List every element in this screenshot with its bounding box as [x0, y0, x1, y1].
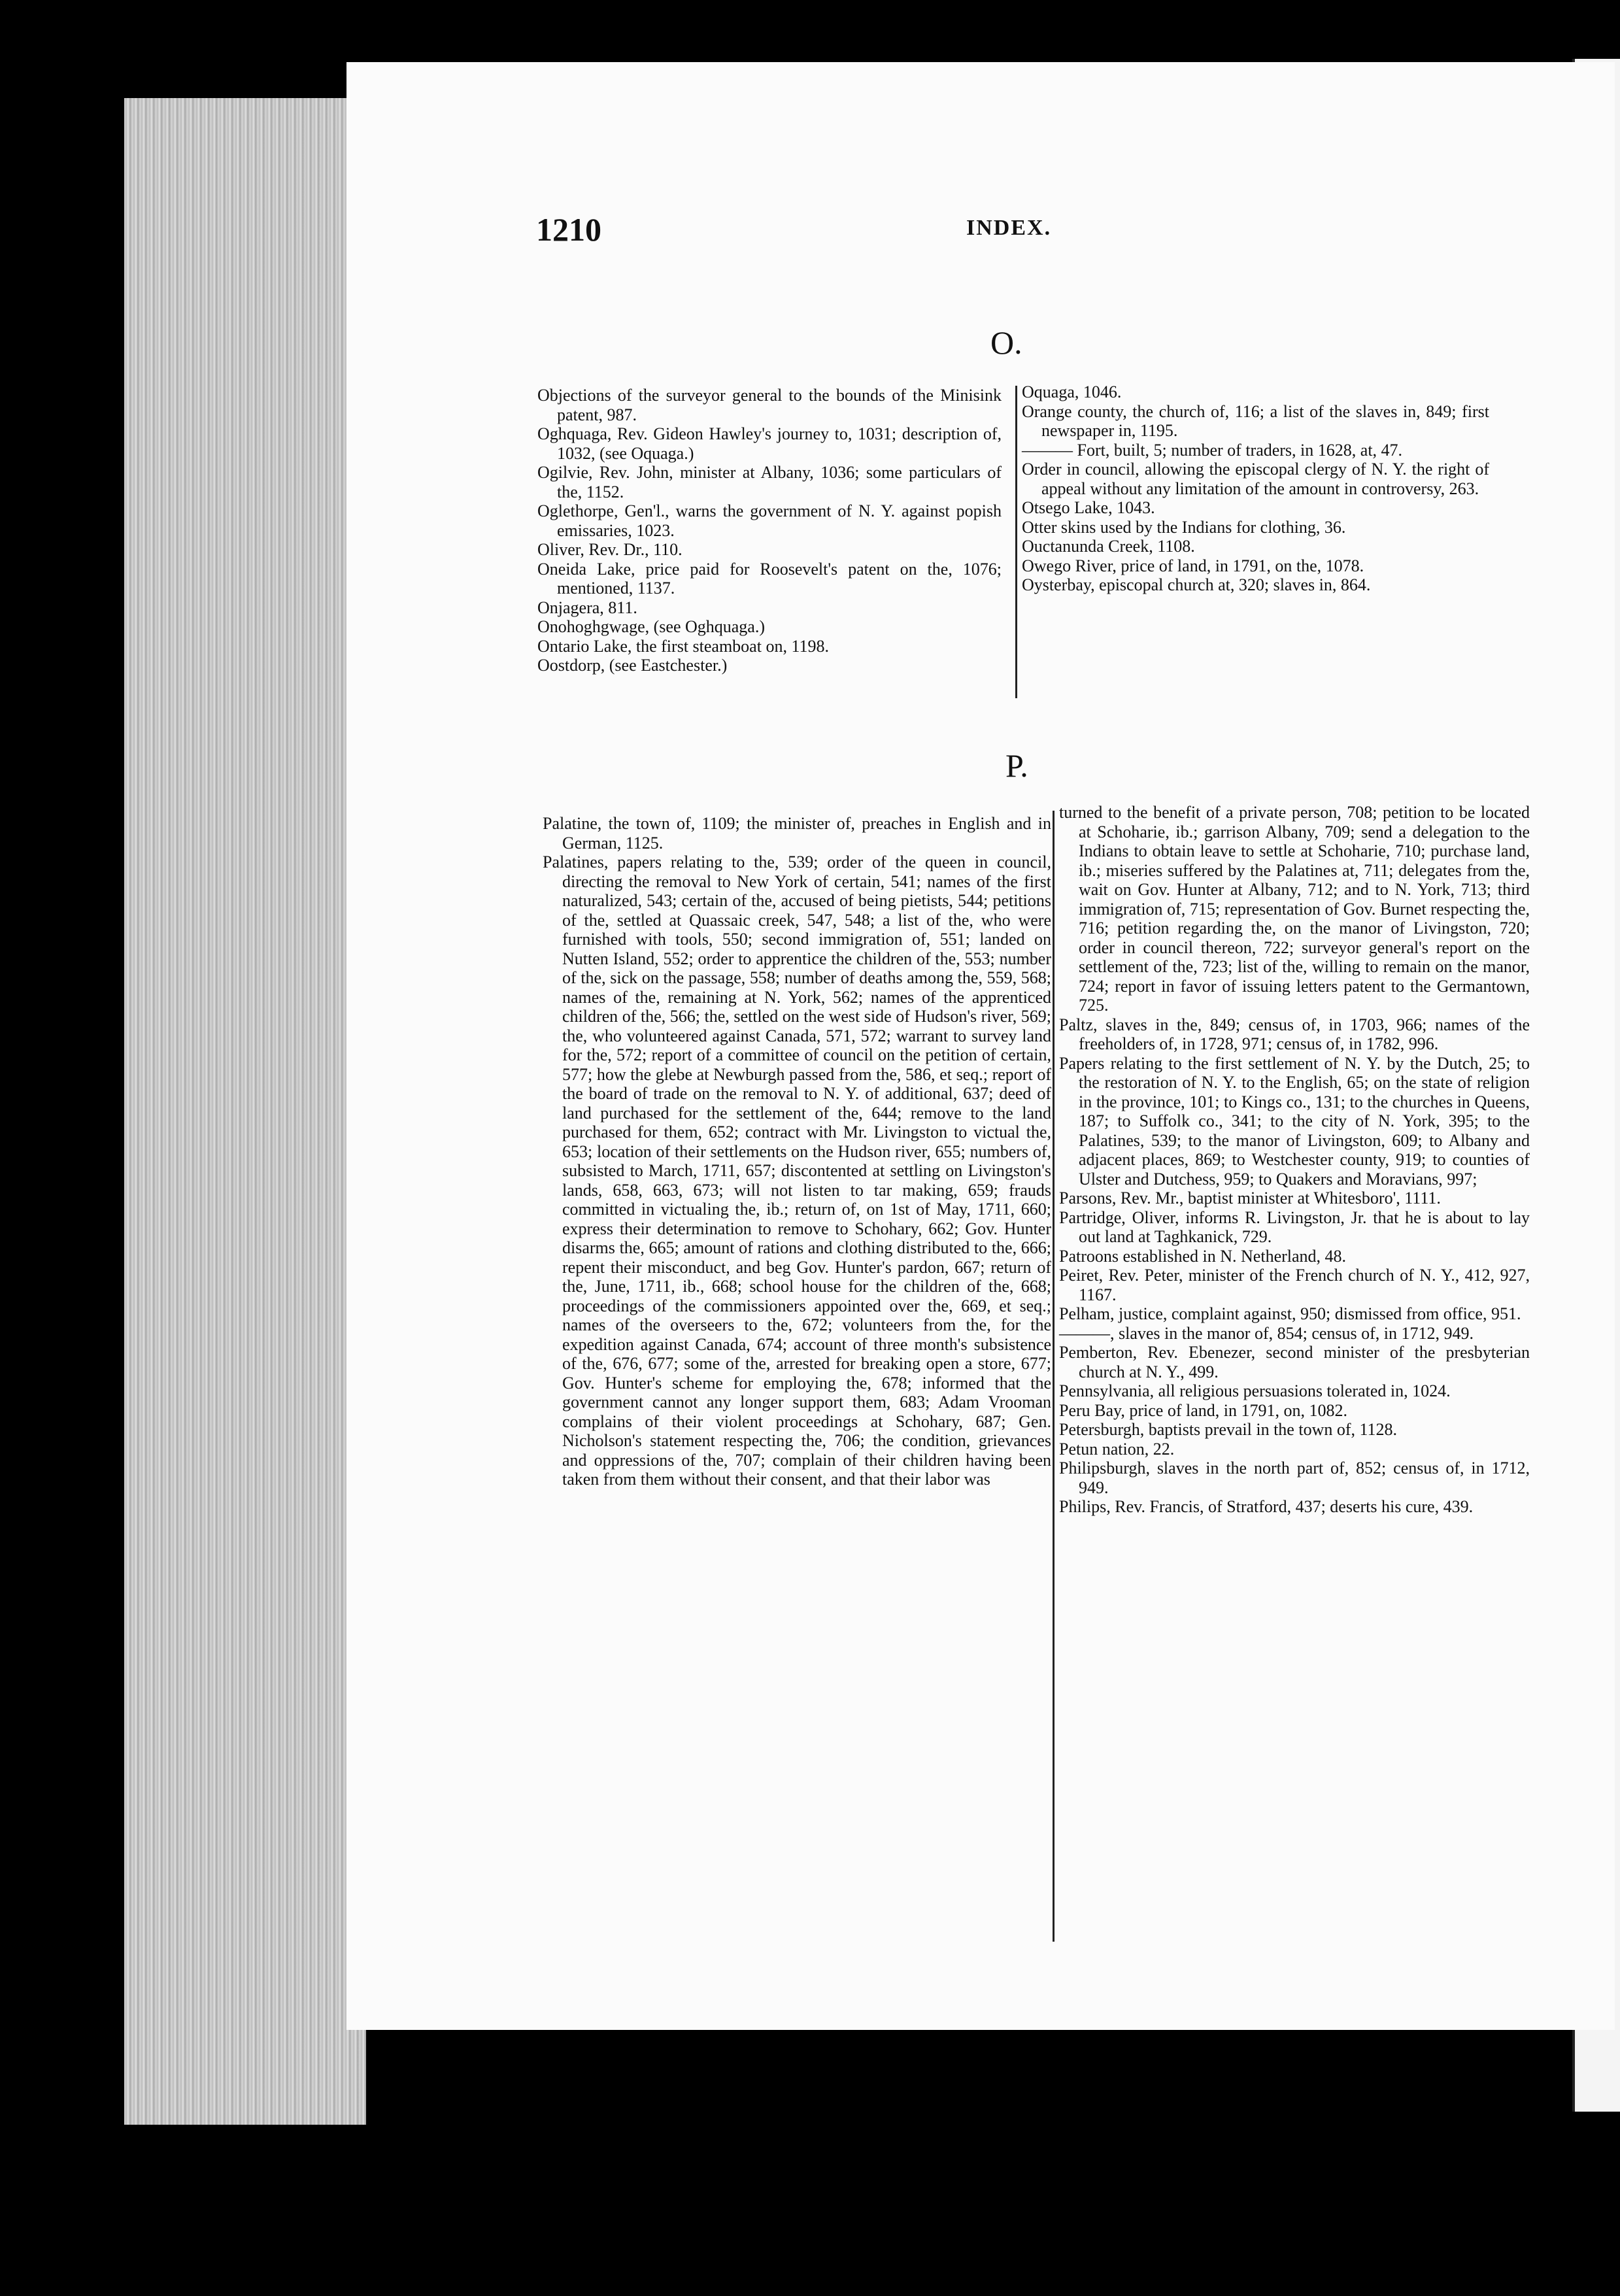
index-entry: Peru Bay, price of land, in 1791, on, 1082.	[1059, 1400, 1347, 1420]
index-entry: Oneida Lake, price paid for Roosevelt's patent on the, 1076; mentioned, 1137.	[537, 559, 1002, 598]
index-entry: Owego River, price of land, in 1791, on the, 1078.	[1022, 556, 1364, 575]
index-entry: Palatine, the town of, 1109; the minister of, preaches in English and in German, 1125.	[543, 814, 1051, 853]
index-entry: Ontario Lake, the first steamboat on, 1198.	[537, 636, 829, 656]
section-p-left-column	[543, 814, 1051, 1489]
index-entry: ———, slaves in the manor of, 854; census of, in 1712, 949.	[1059, 1323, 1474, 1343]
index-entry: Onjagera, 811.	[537, 598, 637, 617]
index-entry: Otsego Lake, 1043.	[1022, 498, 1155, 517]
section-o-left-column	[537, 386, 1002, 675]
index-entry: Philipsburgh, slaves in the north part of, 852; census of, in 1712, 949.	[1059, 1459, 1530, 1497]
index-entry: Oquaga, 1046.	[1022, 382, 1122, 401]
index-entry: Peiret, Rev. Peter, minister of the French church of N. Y., 412, 927, 1167.	[1059, 1266, 1530, 1304]
index-entry: Otter skins used by the Indians for clothing, 36.	[1022, 517, 1346, 537]
index-entry: Petun nation, 22.	[1059, 1439, 1175, 1459]
section-letter-o: O.	[990, 324, 1022, 361]
index-entry: Order in council, allowing the episcopal clergy of N. Y. the right of appeal without any limitation of the amount in controversy, 263.	[1022, 460, 1489, 498]
index-entry: Parsons, Rev. Mr., baptist minister at Whitesboro', 1111.	[1059, 1189, 1441, 1207]
section-o-right-column	[1022, 382, 1489, 595]
column-divider	[1053, 811, 1055, 1942]
index-entry: Patroons established in N. Netherland, 48.	[1059, 1246, 1347, 1266]
index-entry: Oglethorpe, Gen'l., warns the government of N. Y. against popish emissaries, 1023.	[537, 501, 1002, 540]
page-number: 1210	[536, 211, 601, 248]
index-entry: Orange county, the church of, 116; a list of the slaves in, 849; first newspaper in, 1195.	[1022, 401, 1489, 440]
index-entry: Partridge, Oliver, informs R. Livingston, Jr. that he is about to lay out land at Taghkanick, 729.	[1059, 1207, 1530, 1246]
index-entry: Palatines, papers relating to the, 539; order of the queen in council, directing the removal to New York of certain, 541; names of the first naturalized, 543; certain of the, accused of being pietists, 544; petitions of the, settled at Quassaic creek, 547, 548; a list of the, who were furnished with tools, 550; second immigration of, 551; landed on Nutten Island, 552; order to apprentice the children of the, 553; number of the, sick on the passage, 558; number of deaths among the, 559, 568; names of the, remaining at N. York, 562; names of the apprenticed children of the, 566; the, settled on the west side of Hudson's river, 569; the, who volunteered against Canada, 571, 572; warrant to survey land for the, 572; report of a committee of council on the petition of certain, 577; how the glebe at Newburgh passed from the, 586, et seq.; report of the board of trade on the removal to N. Y. of additional, 637; deed of land purchased for the settlement of the, 644; remove to the land purchased for them, 652; contract with Mr. Livingston to victual the, 653; location of their settlements on the Hudson river, 655; numbers of, subsisted to March, 1711, 657; discontented at settling on Livingston's lands, 658, 663, 673; will not listen to tar making, 659; frauds committed in victualing the, ib.; return of, on 1st of May, 1711, 660; express their determination to remove to Schohary, 662; Gov. Hunter disarms the, 665; amount of rations and clothing distributed to the, 666; repent their misconduct, and beg Gov. Hunter's pardon, 667; return of the, June, 1711, ib., 668; school house for the children of the, 668; proceedings of the commissioners appointed over the, 669, et seq.; names of the overseers to the, 672; volunteers from the, for the expedition against Canada, 674; account of three month's subsistence of the, 676, 677; some of the, arrested for breaking open a store, 677; Gov. Hunter's scheme for employing the, 678; informed that the government cannot any longer support them, 683; Adam Vrooman complains of their violent proceedings at Schohary, 687; Gen. Nicholson's statement respecting the, 706; the condition, grievances and oppressions of the, 707; complain of their children having been taken from them without their consent, and that their labor was	[543, 853, 1051, 1489]
index-entry: Oostdorp, (see Eastchester.)	[537, 656, 728, 675]
book-page-edges	[124, 98, 366, 2125]
index-entry: Oghquaga, Rev. Gideon Hawley's journey to, 1031; description of, 1032, (see Oquaga.)	[537, 424, 1002, 463]
index-entry: Oysterbay, episcopal church at, 320; slaves in, 864.	[1022, 575, 1371, 594]
index-entry: Pemberton, Rev. Ebenezer, second minister of the presbyterian church at N. Y., 499.	[1059, 1343, 1530, 1381]
index-entry: ——— Fort, built, 5; number of traders, in 1628, at, 47.	[1022, 440, 1403, 460]
index-entry: Pelham, justice, complaint against, 950; dismissed from office, 951.	[1059, 1304, 1521, 1323]
index-entry: Oliver, Rev. Dr., 110.	[537, 540, 683, 559]
column-divider	[1015, 386, 1017, 698]
index-entry: Objections of the surveyor general to the bounds of the Minisink patent, 987.	[537, 386, 1002, 424]
index-entry: Petersburgh, baptists prevail in the town of, 1128.	[1059, 1420, 1398, 1439]
section-letter-p: P.	[1005, 747, 1028, 784]
index-entry: Philips, Rev. Francis, of Stratford, 437; deserts his cure, 439.	[1059, 1497, 1474, 1516]
index-entry: Pennsylvania, all religious persuasions tolerated in, 1024.	[1059, 1381, 1451, 1400]
index-entry: Onohoghgwage, (see Oghquaga.)	[537, 617, 766, 636]
index-entry: turned to the benefit of a private person, 708; petition to be located at Schoharie, ib.; garrison Albany, 709; send a delegation to the Indians to obtain leave to settle at Schoharie, 710; purchase land, ib.; miseries suffered by the Palatines at, 711; delegates from the, wait on Gov. Hunter at Albany, 712; and to N. York, 713; third immigration of, 715; representation of Gov. Burnet respecting the, 716; petition regarding the, on the manor of Livingston, 720; order in council thereon, 722; surveyor general's report on the settlement of the, 723; list of the, willing to remain on the manor, 724; report in favor of issuing letters patent to the Germantown, 725.	[1059, 803, 1530, 1015]
index-entry: Ouctanunda Creek, 1108.	[1022, 537, 1195, 556]
index-entry: Ogilvie, Rev. John, minister at Albany, 1036; some particulars of the, 1152.	[537, 463, 1002, 501]
index-entry: Paltz, slaves in the, 849; census of, in 1703, 966; names of the freeholders of, in 1728, 971; census of, in 1782, 996.	[1059, 1015, 1530, 1053]
section-p-right-column	[1059, 803, 1530, 1517]
running-head: INDEX.	[966, 216, 1052, 240]
index-entry: Papers relating to the first settlement of N. Y. by the Dutch, 25; to the restoration of N. Y. to the English, 65; on the state of religion in the province, 101; to Kings co., 131; to the churches in Queens, 187; to Suffolk co., 341; to the city of N. York, 395; to the Palatines, 539; to the manor of Livingston, 609; to Albany and adjacent places, 869; to Westchester county, 919; to counties of Ulster and Dutchess, 959; to Quakers and Moravians, 997;	[1059, 1053, 1530, 1189]
